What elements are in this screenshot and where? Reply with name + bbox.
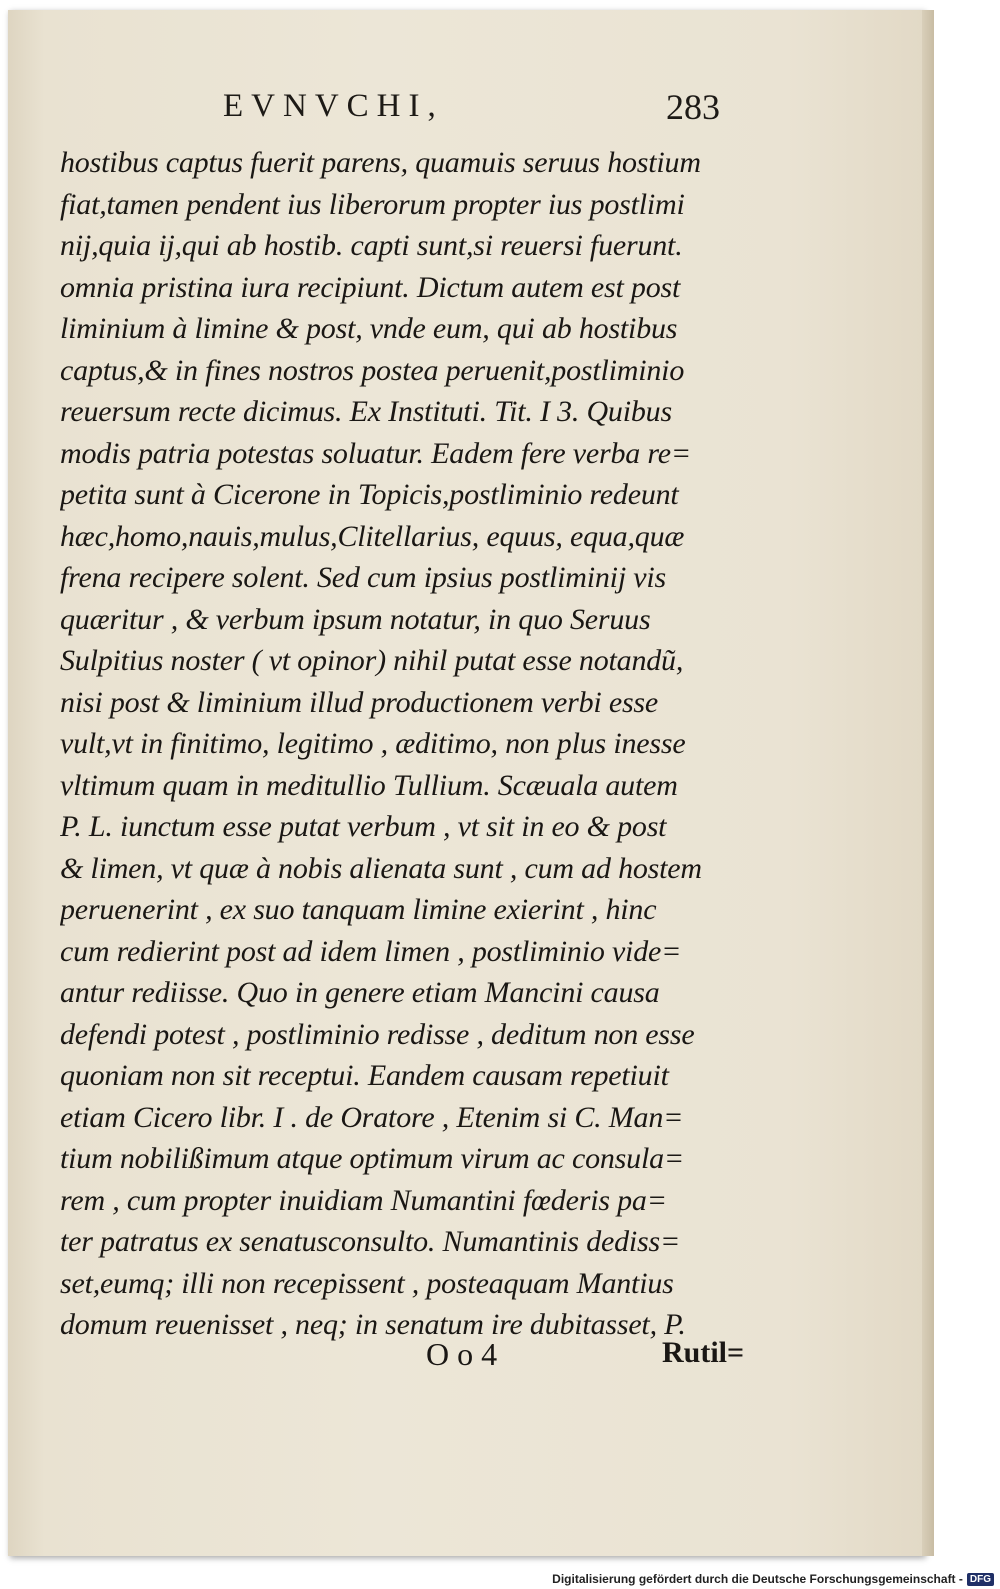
text-line: fiat,tamen pendent ius liberorum propter ius postlimi xyxy=(60,187,685,221)
running-head: EVNVCHI, xyxy=(223,88,444,124)
text-line: cum redierint post ad idem limen , postliminio vide= xyxy=(60,934,682,968)
catchword: Rutil= xyxy=(662,1336,745,1369)
text-line: domum reuenisset , neq; in senatum ire dubitasset, P. xyxy=(60,1308,686,1341)
credit-text: Digitalisierung gefördert durch die Deutsche Forschungsgemeinschaft - xyxy=(552,1572,963,1586)
text-line: nij,quia ij,qui ab hostib. capti sunt,si reuersi fuerunt. xyxy=(60,229,683,262)
text-line: set,eumq; illi non recepissent , posteaquam Mantius xyxy=(60,1266,674,1300)
text-line: hæc,homo,nauis,mulus,Clitellarius, equus, equa,quæ xyxy=(60,519,685,553)
text-line: vult,vt in finitimo, legitimo , æditimo, non plus inesse xyxy=(60,727,686,760)
text-line: defendi potest , postliminio redisse , deditum non esse xyxy=(60,1017,695,1051)
text-line: etiam Cicero libr. I . de Oratore , Etenim si C. Man= xyxy=(60,1100,684,1134)
text-line: frena recipere solent. Sed cum ipsius postliminij vis xyxy=(60,561,666,594)
text-line: petita sunt à Cicerone in Topicis,postliminio redeunt xyxy=(60,478,679,511)
body-text xyxy=(60,142,750,1346)
text-line: ter patratus ex senatusconsulto. Numantinis dediss= xyxy=(60,1225,681,1258)
text-line: vltimum quam in meditullio Tullium. Scæuala autem xyxy=(60,768,678,802)
text-line: liminium à limine & post, vnde eum, qui ab hostibus xyxy=(60,312,678,345)
signature-mark: O o 4 xyxy=(426,1336,498,1372)
text-line: modis patria potestas soluatur. Eadem fere verba re= xyxy=(60,436,691,470)
text-line: quæritur , & verbum ipsum notatur, in quo Seruus xyxy=(60,602,651,636)
dfg-logo: DFG xyxy=(967,1573,994,1586)
text-line: quoniam non sit receptui. Eandem causam repetiuit xyxy=(60,1059,669,1092)
text-line: captus,& in fines nostros postea peruenit,postliminio xyxy=(60,353,685,387)
text-line: hostibus captus fuerit parens, quamuis seruus hostium xyxy=(60,146,701,179)
text-line: reuersum recte dicimus. Ex Instituti. Tit. I 3. Quibus xyxy=(60,395,672,428)
text-line: Sulpitius noster ( vt opinor) nihil putat esse notandũ, xyxy=(60,644,684,677)
text-line: rem , cum propter inuidiam Numantini fœderis pa= xyxy=(60,1183,667,1217)
text-line: P. L. iunctum esse putat verbum , vt sit in eo & post xyxy=(60,810,667,843)
text-line: peruenerint , ex suo tanquam limine exierint , hinc xyxy=(60,893,657,926)
text-line: omnia pristina iura recipiunt. Dictum autem est post xyxy=(60,270,681,304)
page-number: 283 xyxy=(666,87,720,127)
text-line: tium nobilißimum atque optimum virum ac consula= xyxy=(60,1142,684,1175)
book-page xyxy=(8,10,924,1556)
text-line: nisi post & liminium illud productionem verbi esse xyxy=(60,685,659,719)
text-line: & limen, vt quæ à nobis alienata sunt , cum ad hostem xyxy=(60,851,702,885)
text-line: antur rediisse. Quo in genere etiam Mancini causa xyxy=(60,976,660,1009)
digitization-credit xyxy=(552,1570,994,1588)
